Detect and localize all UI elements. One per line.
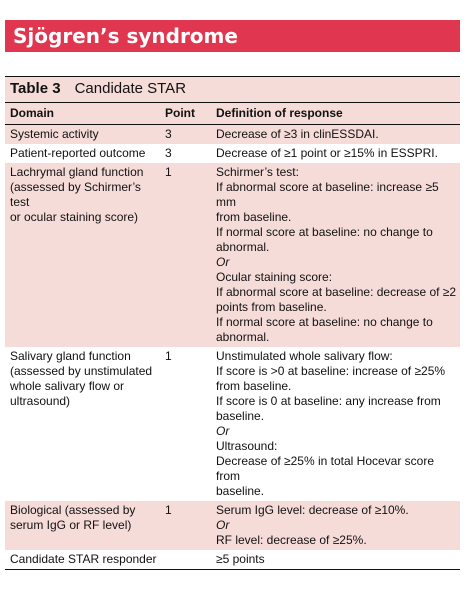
definition-cell <box>211 501 460 550</box>
definition-line: Decrease of ≥1 point or ≥15% in ESSPRI. <box>216 146 438 160</box>
domain-text: Patient-reported outcome <box>10 146 146 160</box>
star-table <box>5 103 460 570</box>
domain-cell <box>5 163 160 347</box>
domain-text: serum IgG or RF level) <box>10 518 132 532</box>
definition-cell <box>211 347 460 501</box>
definition-line: baseline. <box>216 409 265 423</box>
definition-cell <box>211 144 460 163</box>
definition-line: baseline. <box>216 484 265 498</box>
table-row <box>5 550 460 570</box>
domain-cell <box>5 125 160 145</box>
definition-line: Or <box>216 424 230 438</box>
header-definition: Definition of response <box>216 106 343 120</box>
header-point: Point <box>165 106 195 120</box>
definition-line: Decrease of ≥3 in clinESSDAI. <box>216 127 379 141</box>
banner-title: Sjögren’s syndrome <box>13 24 238 48</box>
point-cell: 1 <box>165 503 172 517</box>
table-row <box>5 347 460 501</box>
definition-cell <box>211 163 460 347</box>
table-row <box>5 501 460 550</box>
definition-line: Or <box>216 518 230 532</box>
table-row <box>5 163 460 347</box>
table-label: Table 3 <box>10 80 61 97</box>
definition-line: If abnormal score at baseline: increase ≥5 mm <box>216 180 439 209</box>
definition-line: Ultrasound: <box>216 439 278 453</box>
domain-text: ultrasound) <box>10 394 71 408</box>
definition-line: If abnormal score at baseline: decrease of ≥2 <box>216 285 457 299</box>
definition-line: abnormal. <box>216 240 270 254</box>
definition-line: If score is 0 at baseline: any increase from <box>216 394 441 408</box>
table-title: Candidate STAR <box>74 80 187 97</box>
point-cell: 1 <box>165 349 172 363</box>
definition-line: Decrease of ≥25% in total Hocevar score from <box>216 454 435 483</box>
table-body <box>5 125 460 570</box>
domain-text: or ocular staining score) <box>10 210 139 224</box>
definition-line: ≥5 points <box>216 552 265 566</box>
domain-text: Biological (assessed by <box>10 503 136 517</box>
definition-line: points from baseline. <box>216 300 327 314</box>
definition-line: Schirmer’s test: <box>216 165 299 179</box>
domain-text: (assessed by Schirmer’s test <box>10 180 141 209</box>
definition-line: RF level: decrease of ≥25%. <box>216 533 367 547</box>
definition-cell <box>211 550 460 570</box>
section-banner <box>5 20 460 52</box>
definition-line: Unstimulated whole salivary flow: <box>216 349 393 363</box>
point-cell <box>160 550 211 570</box>
definition-line: from baseline. <box>216 379 292 393</box>
domain-text: Systemic activity <box>10 127 99 141</box>
point-cell: 3 <box>165 127 172 141</box>
definition-cell <box>211 125 460 145</box>
domain-text: Salivary gland function <box>10 349 131 363</box>
domain-text: (assessed by unstimulated <box>10 364 153 378</box>
point-cell: 3 <box>165 146 172 160</box>
definition-line: from baseline. <box>216 210 292 224</box>
domain-cell <box>5 347 160 501</box>
domain-cell <box>5 501 160 550</box>
definition-line: abnormal. <box>216 330 270 344</box>
header-domain: Domain <box>10 106 55 120</box>
definition-line: If score is >0 at baseline: increase of ≥25% <box>216 364 446 378</box>
domain-text: Candidate STAR responder <box>10 552 157 566</box>
domain-text: Lachrymal gland function <box>10 165 144 179</box>
definition-line: Or <box>216 255 230 269</box>
table-row <box>5 125 460 145</box>
table-caption <box>5 76 460 103</box>
domain-text: whole salivary flow or <box>10 379 125 393</box>
domain-cell <box>5 550 160 570</box>
table-3 <box>5 76 460 570</box>
table-row <box>5 144 460 163</box>
definition-line: Ocular staining score: <box>216 270 333 284</box>
table-header-row <box>5 103 460 125</box>
definition-line: Serum IgG level: decrease of ≥10%. <box>216 503 409 517</box>
domain-cell <box>5 144 160 163</box>
point-cell: 1 <box>165 165 172 179</box>
definition-line: If normal score at baseline: no change to <box>216 225 433 239</box>
definition-line: If normal score at baseline: no change to <box>216 315 433 329</box>
